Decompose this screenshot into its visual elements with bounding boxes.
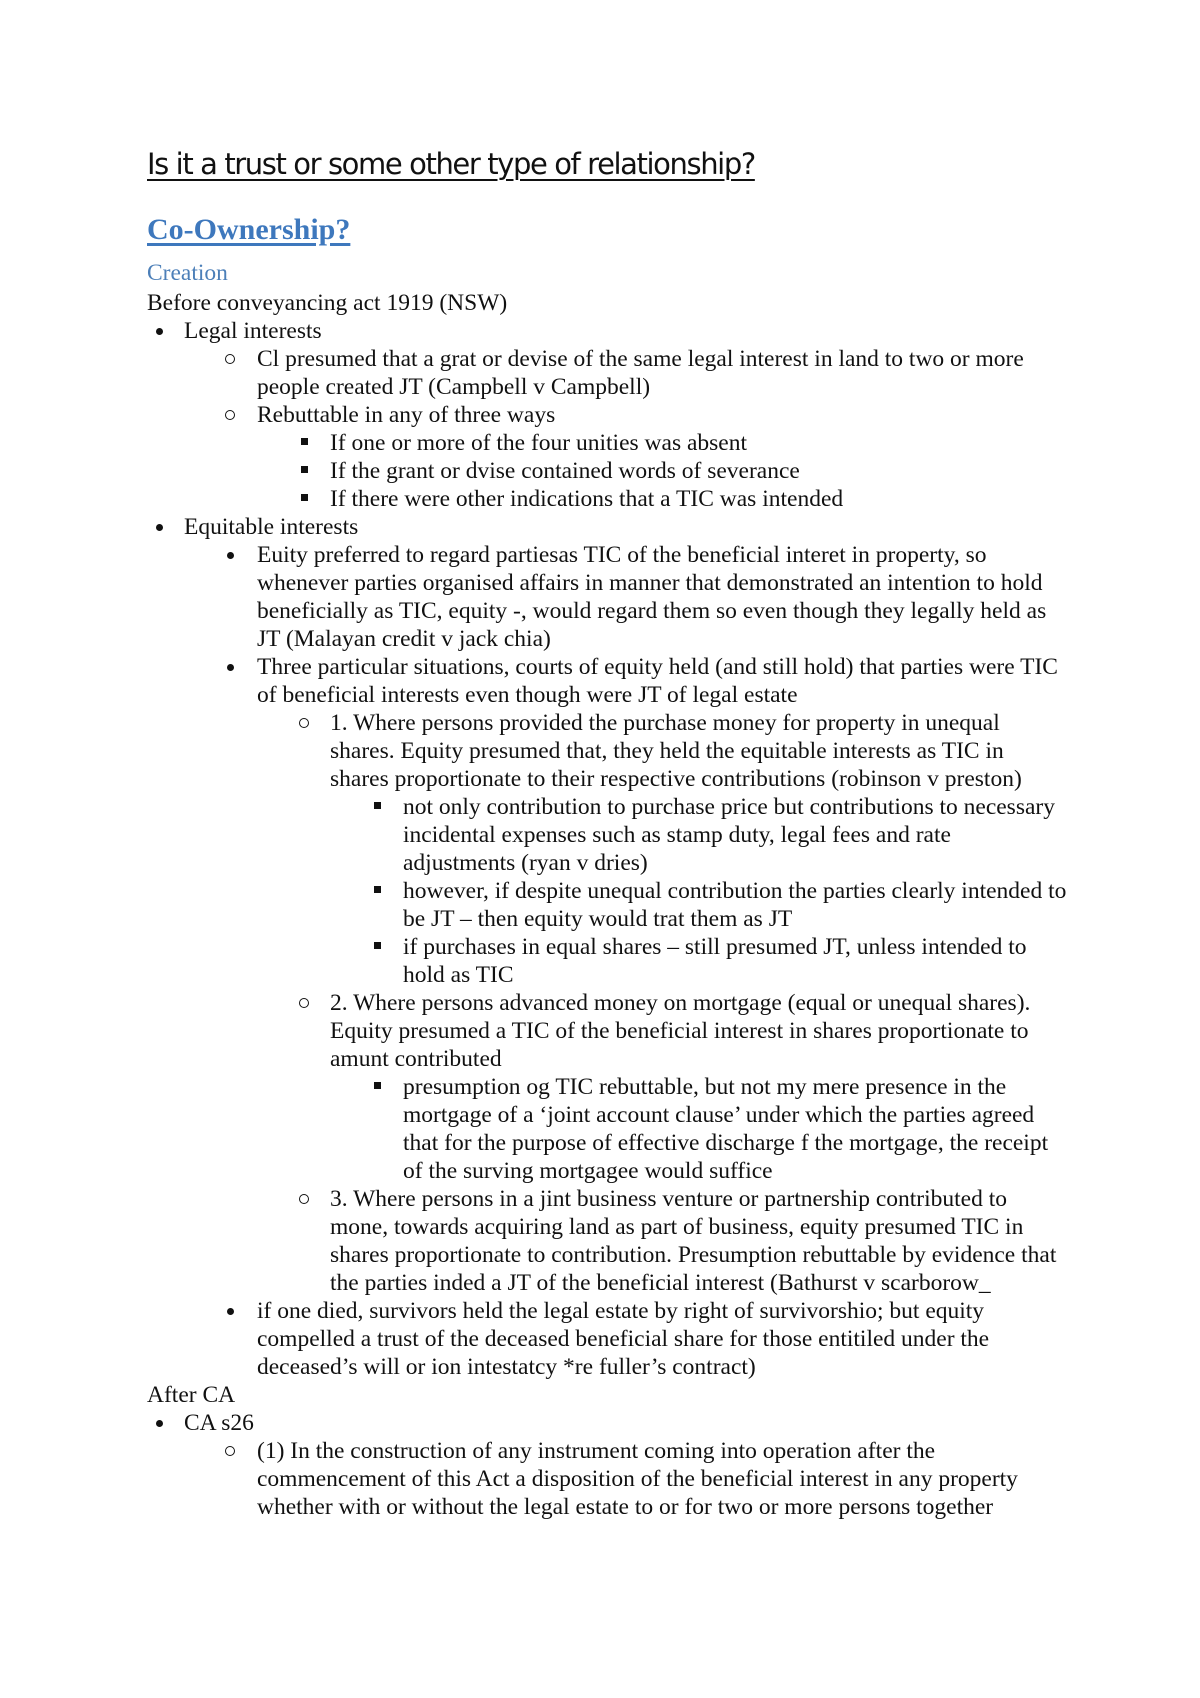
list-item-ca-1 <box>147 1437 1067 1521</box>
page-title: Is it a trust or some other type of relationship? <box>147 147 755 181</box>
equitable-item-text: if one died, survivors held the legal estate by right of survivorshio; but equity compelled a trust of the deceased beneficial share for those entitiled under the deceased’s will or ion intestatcy *re fuller’s contract) <box>257 1298 990 1380</box>
list-item-equitable-2 <box>147 653 1067 709</box>
situation-text: 2. Where persons advanced money on mortgage (equal or unequal shares). Equity presumed a TIC of the beneficial interest in shares proportionate to amunt contributed <box>330 990 1031 1072</box>
ca-label: CA s26 <box>184 1410 254 1436</box>
list-item-legal-sub <box>147 457 1067 485</box>
legal-sub-text: If one or more of the four unities was absent <box>330 430 747 456</box>
bullet-icon <box>147 513 171 541</box>
bullet-icon <box>218 541 242 569</box>
equitable-item-text: Three particular situations, courts of equity held (and still hold) that parties were TIC of beneficial interests even though were JT of legal estate <box>257 654 1058 708</box>
equitable-item-text: Euity preferred to regard partiesas TIC of the beneficial interet in property, so whenever parties organised affairs in manner that demonstrated an intention to hold beneficially as TIC, equity -, would regard them so even though they legally held as JT (Malayan credit v jack chia) <box>257 542 1047 652</box>
before-label: Before conveyancing act 1919 (NSW) <box>147 290 508 316</box>
list-item-situation-2-sub <box>147 1073 1067 1185</box>
situation-text: 3. Where persons in a jint business venture or partnership contributed to mone, towards acquiring land as part of business, equity presumed TIC in shares proportionate to contribution. Presumption rebuttable by evidence that the parties inded a JT of the beneficial interest (Bathurst v scarborow_ <box>330 1186 1057 1296</box>
circle-bullet-icon <box>292 709 316 737</box>
circle-bullet-icon <box>218 401 242 429</box>
list-item-legal <box>147 317 1067 345</box>
list-item-situation-1 <box>147 709 1067 793</box>
list-item-legal-sub <box>147 429 1067 457</box>
list-item-legal-2 <box>147 401 1067 429</box>
list-item-legal-sub <box>147 485 1067 513</box>
square-bullet-icon <box>292 429 316 457</box>
situation-sub-text: if purchases in equal shares – still presumed JT, unless intended to hold as TIC <box>403 934 1027 988</box>
square-bullet-icon <box>365 877 389 905</box>
list-item-equitable <box>147 513 1067 541</box>
list-item-ca <box>147 1409 1067 1437</box>
circle-bullet-icon <box>292 1185 316 1213</box>
bullet-icon <box>147 317 171 345</box>
bullet-icon <box>218 1297 242 1325</box>
bullet-icon <box>147 1409 171 1437</box>
situation-text: 1. Where persons provided the purchase money for property in unequal shares. Equity presumed that, they held the equitable interests as TIC in shares proportionate to their respective contributions (robinson v preston) <box>330 710 1022 792</box>
section-subheading: Creation <box>147 260 228 286</box>
circle-bullet-icon <box>218 1437 242 1465</box>
list-item-equitable-1 <box>147 541 1067 653</box>
list-item-equitable-3 <box>147 1297 1067 1381</box>
list-item-situation-3 <box>147 1185 1067 1297</box>
legal-sub-text: If there were other indications that a TIC was intended <box>330 486 844 512</box>
circle-bullet-icon <box>218 345 242 373</box>
after-label: After CA <box>147 1382 236 1408</box>
list-item-situation-1-sub <box>147 877 1067 933</box>
ca-item-text: (1) In the construction of any instrument coming into operation after the commencement of this Act a disposition of the beneficial interest in any property whether with or without the legal estate to or for two or more persons together <box>257 1438 1018 1520</box>
equitable-label: Equitable interests <box>184 514 359 540</box>
document-body <box>147 289 1067 1521</box>
square-bullet-icon <box>292 485 316 513</box>
bullet-icon <box>218 653 242 681</box>
situation-sub-text: not only contribution to purchase price but contributions to necessary incidental expenses such as stamp duty, legal fees and rate adjustments (ryan v dries) <box>403 794 1055 876</box>
square-bullet-icon <box>292 457 316 485</box>
list-item-legal-1 <box>147 345 1067 401</box>
legal-label: Legal interests <box>184 318 322 344</box>
circle-bullet-icon <box>292 989 316 1017</box>
legal-sub-text: If the grant or dvise contained words of severance <box>330 458 800 484</box>
legal-item-text: Cl presumed that a grat or devise of the same legal interest in land to two or more people created JT (Campbell v Campbell) <box>257 346 1024 400</box>
square-bullet-icon <box>365 1073 389 1101</box>
square-bullet-icon <box>365 793 389 821</box>
section-heading: Co-Ownership? <box>147 213 351 246</box>
situation-sub-text: however, if despite unequal contribution the parties clearly intended to be JT – then equity would trat them as JT <box>403 878 1067 932</box>
square-bullet-icon <box>365 933 389 961</box>
list-item-situation-2 <box>147 989 1067 1073</box>
situation-sub-text: presumption og TIC rebuttable, but not my mere presence in the mortgage of a ‘joint account clause’ under which the parties agreed that for the purpose of effective discharge f the mortgage, the receipt of the surving mortgagee would suffice <box>403 1074 1049 1184</box>
list-item-situation-1-sub <box>147 933 1067 989</box>
legal-item-text: Rebuttable in any of three ways <box>257 402 556 428</box>
list-item-situation-1-sub <box>147 793 1067 877</box>
